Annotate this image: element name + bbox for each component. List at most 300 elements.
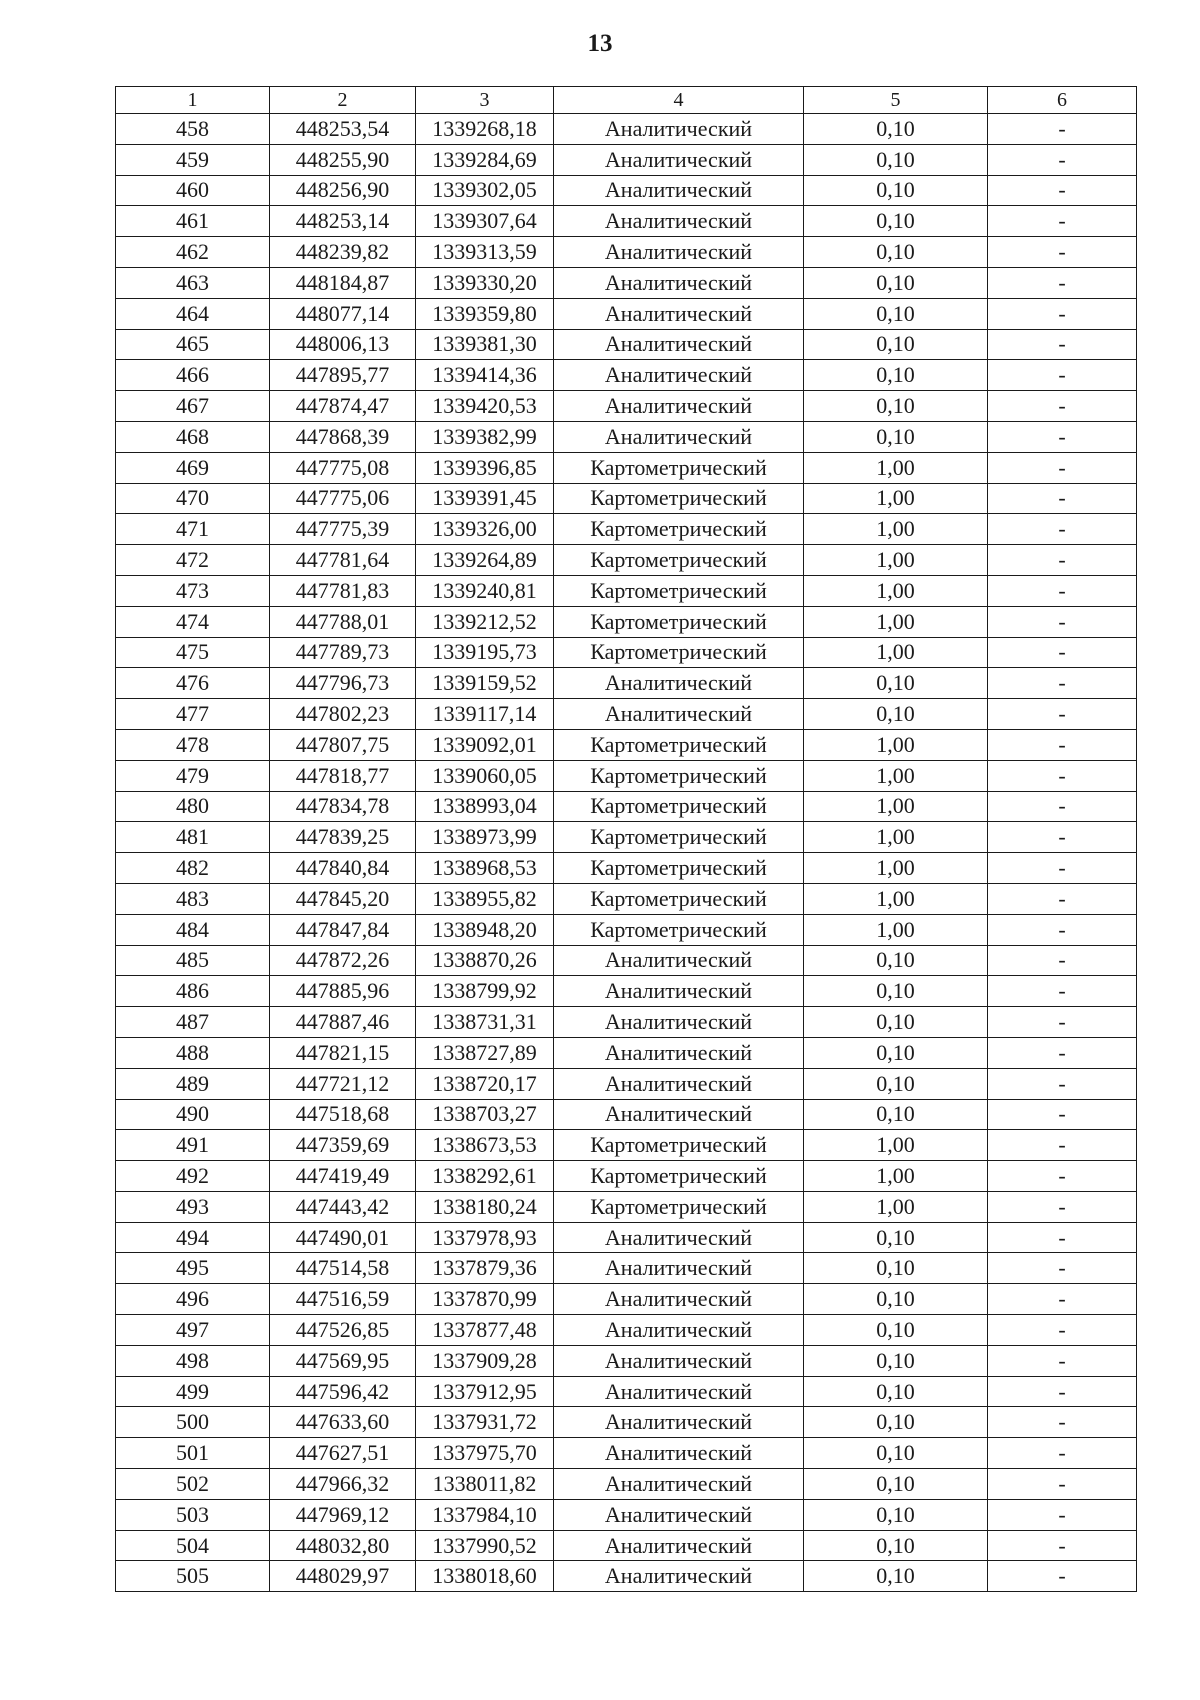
y-coordinate-cell: 1339240,81 <box>416 575 554 606</box>
x-coordinate-cell: 447796,73 <box>270 668 416 699</box>
note-cell: - <box>988 883 1137 914</box>
x-coordinate-cell: 448255,90 <box>270 144 416 175</box>
x-coordinate-cell: 447847,84 <box>270 914 416 945</box>
accuracy-cell: 0,10 <box>804 421 988 452</box>
y-coordinate-cell: 1338727,89 <box>416 1037 554 1068</box>
accuracy-cell: 1,00 <box>804 483 988 514</box>
note-cell: - <box>988 391 1137 422</box>
method-cell: Аналитический <box>554 1284 804 1315</box>
y-coordinate-cell: 1337931,72 <box>416 1407 554 1438</box>
table-row <box>116 1345 1137 1376</box>
point-number-cell: 489 <box>116 1068 270 1099</box>
table-row <box>116 1530 1137 1561</box>
table-row <box>116 237 1137 268</box>
accuracy-cell: 0,10 <box>804 114 988 145</box>
note-cell: - <box>988 1345 1137 1376</box>
y-coordinate-cell: 1337909,28 <box>416 1345 554 1376</box>
note-cell: - <box>988 729 1137 760</box>
y-coordinate-cell: 1339284,69 <box>416 144 554 175</box>
table-row <box>116 1438 1137 1469</box>
note-cell: - <box>988 545 1137 576</box>
x-coordinate-cell: 447526,85 <box>270 1315 416 1346</box>
note-cell: - <box>988 668 1137 699</box>
y-coordinate-cell: 1337984,10 <box>416 1499 554 1530</box>
point-number-cell: 462 <box>116 237 270 268</box>
table-row <box>116 360 1137 391</box>
x-coordinate-cell: 447789,73 <box>270 637 416 668</box>
table-row <box>116 391 1137 422</box>
note-cell: - <box>988 206 1137 237</box>
note-cell: - <box>988 945 1137 976</box>
point-number-cell: 501 <box>116 1438 270 1469</box>
method-cell: Аналитический <box>554 1007 804 1038</box>
y-coordinate-cell: 1339060,05 <box>416 760 554 791</box>
y-coordinate-cell: 1339268,18 <box>416 114 554 145</box>
method-cell: Аналитический <box>554 1068 804 1099</box>
table-row <box>116 1499 1137 1530</box>
method-cell: Аналитический <box>554 144 804 175</box>
y-coordinate-cell: 1339159,52 <box>416 668 554 699</box>
method-cell: Аналитический <box>554 329 804 360</box>
method-cell: Аналитический <box>554 1469 804 1500</box>
note-cell: - <box>988 637 1137 668</box>
note-cell: - <box>988 1037 1137 1068</box>
accuracy-cell: 0,10 <box>804 1068 988 1099</box>
y-coordinate-cell: 1338720,17 <box>416 1068 554 1099</box>
table-row <box>116 1253 1137 1284</box>
point-number-cell: 505 <box>116 1561 270 1592</box>
header-cell-6: 6 <box>988 87 1137 114</box>
table-row <box>116 853 1137 884</box>
method-cell: Картометрический <box>554 545 804 576</box>
note-cell: - <box>988 699 1137 730</box>
table-row <box>116 637 1137 668</box>
note-cell: - <box>988 114 1137 145</box>
method-cell: Аналитический <box>554 206 804 237</box>
method-cell: Аналитический <box>554 699 804 730</box>
table-row <box>116 945 1137 976</box>
x-coordinate-cell: 447839,25 <box>270 822 416 853</box>
accuracy-cell: 0,10 <box>804 1099 988 1130</box>
method-cell: Аналитический <box>554 360 804 391</box>
point-number-cell: 470 <box>116 483 270 514</box>
table-row <box>116 421 1137 452</box>
note-cell: - <box>988 1222 1137 1253</box>
point-number-cell: 463 <box>116 267 270 298</box>
accuracy-cell: 1,00 <box>804 853 988 884</box>
accuracy-cell: 1,00 <box>804 452 988 483</box>
method-cell: Аналитический <box>554 175 804 206</box>
point-number-cell: 477 <box>116 699 270 730</box>
x-coordinate-cell: 447885,96 <box>270 976 416 1007</box>
table-row <box>116 760 1137 791</box>
y-coordinate-cell: 1339326,00 <box>416 514 554 545</box>
note-cell: - <box>988 760 1137 791</box>
y-coordinate-cell: 1337990,52 <box>416 1530 554 1561</box>
y-coordinate-cell: 1339382,99 <box>416 421 554 452</box>
x-coordinate-cell: 447868,39 <box>270 421 416 452</box>
table-row <box>116 175 1137 206</box>
y-coordinate-cell: 1337879,36 <box>416 1253 554 1284</box>
x-coordinate-cell: 447845,20 <box>270 883 416 914</box>
point-number-cell: 494 <box>116 1222 270 1253</box>
header-cell-5: 5 <box>804 87 988 114</box>
point-number-cell: 482 <box>116 853 270 884</box>
point-number-cell: 474 <box>116 606 270 637</box>
table-row <box>116 1284 1137 1315</box>
accuracy-cell: 0,10 <box>804 1315 988 1346</box>
table-row <box>116 1161 1137 1192</box>
x-coordinate-cell: 447514,58 <box>270 1253 416 1284</box>
accuracy-cell: 0,10 <box>804 329 988 360</box>
note-cell: - <box>988 1161 1137 1192</box>
x-coordinate-cell: 447518,68 <box>270 1099 416 1130</box>
point-number-cell: 479 <box>116 760 270 791</box>
x-coordinate-cell: 447802,23 <box>270 699 416 730</box>
accuracy-cell: 1,00 <box>804 791 988 822</box>
accuracy-cell: 1,00 <box>804 1130 988 1161</box>
y-coordinate-cell: 1339330,20 <box>416 267 554 298</box>
table-row <box>116 1007 1137 1038</box>
accuracy-cell: 0,10 <box>804 1499 988 1530</box>
point-number-cell: 497 <box>116 1315 270 1346</box>
note-cell: - <box>988 791 1137 822</box>
x-coordinate-cell: 447807,75 <box>270 729 416 760</box>
method-cell: Аналитический <box>554 1561 804 1592</box>
table-row <box>116 606 1137 637</box>
point-number-cell: 491 <box>116 1130 270 1161</box>
header-cell-4: 4 <box>554 87 804 114</box>
point-number-cell: 486 <box>116 976 270 1007</box>
table-row <box>116 206 1137 237</box>
note-cell: - <box>988 175 1137 206</box>
y-coordinate-cell: 1337877,48 <box>416 1315 554 1346</box>
y-coordinate-cell: 1338703,27 <box>416 1099 554 1130</box>
accuracy-cell: 0,10 <box>804 976 988 1007</box>
x-coordinate-cell: 447627,51 <box>270 1438 416 1469</box>
note-cell: - <box>988 144 1137 175</box>
accuracy-cell: 0,10 <box>804 1284 988 1315</box>
note-cell: - <box>988 1253 1137 1284</box>
accuracy-cell: 0,10 <box>804 1438 988 1469</box>
x-coordinate-cell: 447419,49 <box>270 1161 416 1192</box>
method-cell: Картометрический <box>554 514 804 545</box>
accuracy-cell: 0,10 <box>804 1530 988 1561</box>
point-number-cell: 492 <box>116 1161 270 1192</box>
table-header <box>116 87 1137 114</box>
note-cell: - <box>988 1068 1137 1099</box>
table-row <box>116 298 1137 329</box>
x-coordinate-cell: 447596,42 <box>270 1376 416 1407</box>
x-coordinate-cell: 447969,12 <box>270 1499 416 1530</box>
accuracy-cell: 0,10 <box>804 391 988 422</box>
table-row <box>116 144 1137 175</box>
x-coordinate-cell: 447834,78 <box>270 791 416 822</box>
method-cell: Картометрический <box>554 1130 804 1161</box>
table-row <box>116 1561 1137 1592</box>
y-coordinate-cell: 1339264,89 <box>416 545 554 576</box>
method-cell: Картометрический <box>554 606 804 637</box>
note-cell: - <box>988 483 1137 514</box>
y-coordinate-cell: 1337870,99 <box>416 1284 554 1315</box>
x-coordinate-cell: 447872,26 <box>270 945 416 976</box>
point-number-cell: 483 <box>116 883 270 914</box>
point-number-cell: 493 <box>116 1191 270 1222</box>
point-number-cell: 465 <box>116 329 270 360</box>
method-cell: Аналитический <box>554 1253 804 1284</box>
accuracy-cell: 1,00 <box>804 1191 988 1222</box>
table-row <box>116 1222 1137 1253</box>
x-coordinate-cell: 448032,80 <box>270 1530 416 1561</box>
x-coordinate-cell: 447359,69 <box>270 1130 416 1161</box>
point-number-cell: 499 <box>116 1376 270 1407</box>
accuracy-cell: 0,10 <box>804 668 988 699</box>
table-body <box>116 114 1137 1592</box>
point-number-cell: 478 <box>116 729 270 760</box>
y-coordinate-cell: 1339414,36 <box>416 360 554 391</box>
y-coordinate-cell: 1339420,53 <box>416 391 554 422</box>
accuracy-cell: 1,00 <box>804 1161 988 1192</box>
table-row <box>116 1376 1137 1407</box>
y-coordinate-cell: 1338870,26 <box>416 945 554 976</box>
point-number-cell: 502 <box>116 1469 270 1500</box>
y-coordinate-cell: 1338993,04 <box>416 791 554 822</box>
y-coordinate-cell: 1338955,82 <box>416 883 554 914</box>
note-cell: - <box>988 452 1137 483</box>
x-coordinate-cell: 447443,42 <box>270 1191 416 1222</box>
method-cell: Картометрический <box>554 637 804 668</box>
accuracy-cell: 0,10 <box>804 945 988 976</box>
table-row <box>116 1099 1137 1130</box>
x-coordinate-cell: 447781,64 <box>270 545 416 576</box>
point-number-cell: 464 <box>116 298 270 329</box>
header-row <box>116 87 1137 114</box>
accuracy-cell: 0,10 <box>804 298 988 329</box>
note-cell: - <box>988 1469 1137 1500</box>
y-coordinate-cell: 1338799,92 <box>416 976 554 1007</box>
coordinates-table <box>115 86 1137 1592</box>
table-row <box>116 699 1137 730</box>
accuracy-cell: 0,10 <box>804 1253 988 1284</box>
table-row <box>116 1469 1137 1500</box>
table-row <box>116 976 1137 1007</box>
y-coordinate-cell: 1339391,45 <box>416 483 554 514</box>
y-coordinate-cell: 1338292,61 <box>416 1161 554 1192</box>
y-coordinate-cell: 1339396,85 <box>416 452 554 483</box>
point-number-cell: 490 <box>116 1099 270 1130</box>
table-row <box>116 1407 1137 1438</box>
method-cell: Аналитический <box>554 976 804 1007</box>
x-coordinate-cell: 447821,15 <box>270 1037 416 1068</box>
accuracy-cell: 0,10 <box>804 1561 988 1592</box>
x-coordinate-cell: 447840,84 <box>270 853 416 884</box>
y-coordinate-cell: 1339212,52 <box>416 606 554 637</box>
method-cell: Аналитический <box>554 421 804 452</box>
x-coordinate-cell: 447490,01 <box>270 1222 416 1253</box>
point-number-cell: 484 <box>116 914 270 945</box>
accuracy-cell: 0,10 <box>804 1469 988 1500</box>
accuracy-cell: 0,10 <box>804 1222 988 1253</box>
table-row <box>116 1191 1137 1222</box>
accuracy-cell: 1,00 <box>804 514 988 545</box>
accuracy-cell: 1,00 <box>804 545 988 576</box>
point-number-cell: 481 <box>116 822 270 853</box>
method-cell: Аналитический <box>554 1376 804 1407</box>
point-number-cell: 496 <box>116 1284 270 1315</box>
point-number-cell: 485 <box>116 945 270 976</box>
y-coordinate-cell: 1338968,53 <box>416 853 554 884</box>
y-coordinate-cell: 1338180,24 <box>416 1191 554 1222</box>
point-number-cell: 466 <box>116 360 270 391</box>
table-row <box>116 514 1137 545</box>
method-cell: Аналитический <box>554 267 804 298</box>
note-cell: - <box>988 421 1137 452</box>
accuracy-cell: 0,10 <box>804 360 988 391</box>
method-cell: Аналитический <box>554 1037 804 1068</box>
x-coordinate-cell: 447788,01 <box>270 606 416 637</box>
y-coordinate-cell: 1337978,93 <box>416 1222 554 1253</box>
method-cell: Аналитический <box>554 114 804 145</box>
note-cell: - <box>988 1284 1137 1315</box>
accuracy-cell: 1,00 <box>804 729 988 760</box>
accuracy-cell: 1,00 <box>804 914 988 945</box>
table-row <box>116 1068 1137 1099</box>
x-coordinate-cell: 448006,13 <box>270 329 416 360</box>
table-row <box>116 729 1137 760</box>
note-cell: - <box>988 575 1137 606</box>
y-coordinate-cell: 1339381,30 <box>416 329 554 360</box>
method-cell: Картометрический <box>554 575 804 606</box>
table-row <box>116 822 1137 853</box>
y-coordinate-cell: 1338948,20 <box>416 914 554 945</box>
accuracy-cell: 0,10 <box>804 237 988 268</box>
note-cell: - <box>988 1130 1137 1161</box>
method-cell: Аналитический <box>554 1499 804 1530</box>
point-number-cell: 475 <box>116 637 270 668</box>
x-coordinate-cell: 447569,95 <box>270 1345 416 1376</box>
method-cell: Аналитический <box>554 391 804 422</box>
point-number-cell: 468 <box>116 421 270 452</box>
y-coordinate-cell: 1339117,14 <box>416 699 554 730</box>
method-cell: Аналитический <box>554 1222 804 1253</box>
y-coordinate-cell: 1337912,95 <box>416 1376 554 1407</box>
table-row <box>116 114 1137 145</box>
note-cell: - <box>988 1438 1137 1469</box>
method-cell: Аналитический <box>554 945 804 976</box>
accuracy-cell: 0,10 <box>804 175 988 206</box>
header-cell-1: 1 <box>116 87 270 114</box>
accuracy-cell: 1,00 <box>804 575 988 606</box>
table-row <box>116 452 1137 483</box>
accuracy-cell: 0,10 <box>804 699 988 730</box>
point-number-cell: 476 <box>116 668 270 699</box>
method-cell: Аналитический <box>554 1315 804 1346</box>
x-coordinate-cell: 447721,12 <box>270 1068 416 1099</box>
note-cell: - <box>988 237 1137 268</box>
table-row <box>116 545 1137 576</box>
note-cell: - <box>988 514 1137 545</box>
y-coordinate-cell: 1338018,60 <box>416 1561 554 1592</box>
method-cell: Аналитический <box>554 1438 804 1469</box>
point-number-cell: 498 <box>116 1345 270 1376</box>
table-row <box>116 575 1137 606</box>
method-cell: Картометрический <box>554 483 804 514</box>
accuracy-cell: 0,10 <box>804 1007 988 1038</box>
point-number-cell: 500 <box>116 1407 270 1438</box>
x-coordinate-cell: 447775,06 <box>270 483 416 514</box>
note-cell: - <box>988 914 1137 945</box>
note-cell: - <box>988 1499 1137 1530</box>
note-cell: - <box>988 1315 1137 1346</box>
y-coordinate-cell: 1338673,53 <box>416 1130 554 1161</box>
x-coordinate-cell: 447781,83 <box>270 575 416 606</box>
accuracy-cell: 0,10 <box>804 1037 988 1068</box>
method-cell: Картометрический <box>554 1161 804 1192</box>
method-cell: Аналитический <box>554 668 804 699</box>
accuracy-cell: 1,00 <box>804 883 988 914</box>
note-cell: - <box>988 976 1137 1007</box>
point-number-cell: 503 <box>116 1499 270 1530</box>
y-coordinate-cell: 1338731,31 <box>416 1007 554 1038</box>
x-coordinate-cell: 447874,47 <box>270 391 416 422</box>
table-row <box>116 1037 1137 1068</box>
accuracy-cell: 0,10 <box>804 1345 988 1376</box>
x-coordinate-cell: 448253,14 <box>270 206 416 237</box>
x-coordinate-cell: 447633,60 <box>270 1407 416 1438</box>
x-coordinate-cell: 448077,14 <box>270 298 416 329</box>
table-row <box>116 1315 1137 1346</box>
y-coordinate-cell: 1337975,70 <box>416 1438 554 1469</box>
note-cell: - <box>988 1007 1137 1038</box>
note-cell: - <box>988 1376 1137 1407</box>
method-cell: Картометрический <box>554 914 804 945</box>
table-row <box>116 329 1137 360</box>
note-cell: - <box>988 329 1137 360</box>
accuracy-cell: 0,10 <box>804 1376 988 1407</box>
point-number-cell: 504 <box>116 1530 270 1561</box>
accuracy-cell: 0,10 <box>804 267 988 298</box>
method-cell: Аналитический <box>554 298 804 329</box>
point-number-cell: 460 <box>116 175 270 206</box>
method-cell: Картометрический <box>554 452 804 483</box>
y-coordinate-cell: 1339195,73 <box>416 637 554 668</box>
y-coordinate-cell: 1338973,99 <box>416 822 554 853</box>
point-number-cell: 459 <box>116 144 270 175</box>
x-coordinate-cell: 448239,82 <box>270 237 416 268</box>
note-cell: - <box>988 267 1137 298</box>
note-cell: - <box>988 360 1137 391</box>
x-coordinate-cell: 447895,77 <box>270 360 416 391</box>
table-row <box>116 483 1137 514</box>
y-coordinate-cell: 1339359,80 <box>416 298 554 329</box>
method-cell: Аналитический <box>554 1407 804 1438</box>
accuracy-cell: 0,10 <box>804 206 988 237</box>
accuracy-cell: 1,00 <box>804 606 988 637</box>
method-cell: Картометрический <box>554 791 804 822</box>
x-coordinate-cell: 447775,08 <box>270 452 416 483</box>
x-coordinate-cell: 448253,54 <box>270 114 416 145</box>
method-cell: Картометрический <box>554 729 804 760</box>
note-cell: - <box>988 1561 1137 1592</box>
note-cell: - <box>988 1530 1137 1561</box>
point-number-cell: 458 <box>116 114 270 145</box>
page-number: 13 <box>587 30 613 57</box>
method-cell: Аналитический <box>554 1099 804 1130</box>
x-coordinate-cell: 447966,32 <box>270 1469 416 1500</box>
method-cell: Аналитический <box>554 1345 804 1376</box>
x-coordinate-cell: 448184,87 <box>270 267 416 298</box>
x-coordinate-cell: 447818,77 <box>270 760 416 791</box>
